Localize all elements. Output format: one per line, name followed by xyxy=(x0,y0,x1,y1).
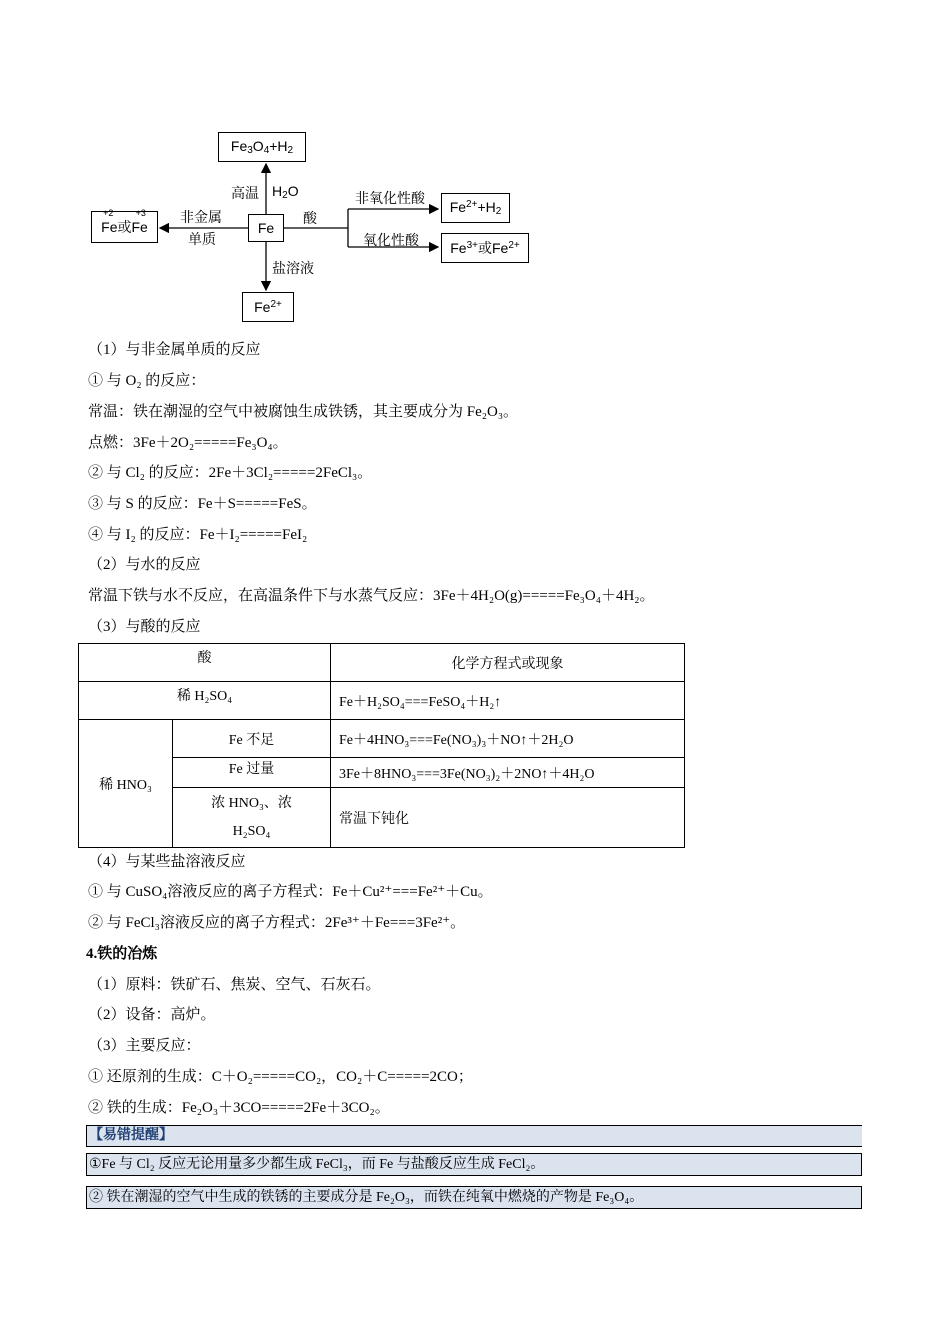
warning-title: 【易错提醒】 xyxy=(86,1125,862,1147)
text-main-reactions: （3）主要反应： xyxy=(88,1038,201,1054)
acid-reaction-table xyxy=(78,643,685,848)
cell-fe-buzu: Fe 不足 xyxy=(173,720,331,758)
section-iron-smelting: 4.铁的冶炼 xyxy=(86,946,158,962)
heading-nonmetal: （1）与非金属单质的反应 xyxy=(88,342,261,358)
table-header-row xyxy=(79,644,685,682)
text-ignite: 点燃：3Fe＋2O₂=====Fe₃O₄。 xyxy=(88,435,288,451)
cell-fe-buzu-eq: Fe＋4HNO₃===Fe(NO₃)₃＋NO↑＋2H₂O xyxy=(331,720,685,758)
table-row xyxy=(79,720,685,758)
text-s-reaction: ③ 与 S 的反应：Fe＋S=====FeS。 xyxy=(88,496,317,512)
ox-state-left: +2 xyxy=(103,208,114,218)
header-equation: 化学方程式或现象 xyxy=(331,644,685,682)
warning-item-1: ①Fe 与 Cl₂ 反应无论用量多少都生成 FeCl₃，而 Fe 与盐酸反应生成 FeCl₂。 xyxy=(86,1153,862,1176)
text-i2-reaction: ④ 与 I₂ 的反应：Fe＋I₂=====FeI₂ xyxy=(88,527,308,543)
warning-item-2: ② 铁在潮湿的空气中生成的铁锈的主要成分是 Fe₂O₃，而铁在纯氧中燃烧的产物是 Fe₃O₄。 xyxy=(86,1186,862,1209)
text-water-reaction: 常温下铁与水不反应，在高温条件下与水蒸气反应：3Fe＋4H₂O(g)=====Fe₃O₄＋4H₂。 xyxy=(88,588,655,604)
box-fe3-or-fe2: $Fe^{3+}$或$Fe^{2+}$ xyxy=(441,233,529,263)
box-fe2: $Fe^{2+}$ xyxy=(242,292,294,322)
table-row xyxy=(79,682,685,720)
text-iron-formation: ② 铁的生成：Fe₂O₃＋3CO=====2Fe＋3CO₂。 xyxy=(88,1100,390,1116)
ox-state-right: +3 xyxy=(135,208,146,218)
box-fe3o4-h2: $Fe_3O_4+H_2$ xyxy=(218,132,306,162)
heading-water: （2）与水的反应 xyxy=(88,557,201,573)
box-fe-valence-text: Fe或Fe xyxy=(101,219,148,235)
label-feijinshu: 非金属 xyxy=(180,211,222,226)
label-feiyanghua: 非氧化性酸 xyxy=(355,192,425,207)
box-fe-center: Fe xyxy=(248,214,284,242)
cell-fe-guoliang: Fe 过量 xyxy=(173,758,331,788)
box-fe-valence xyxy=(91,208,158,243)
cell-fe-guoliang-eq: 3Fe＋8HNO₃===3Fe(NO₃)₂＋2NO↑＋4H₂O xyxy=(331,758,685,788)
label-suan: 酸 xyxy=(303,212,317,227)
heading-acid: （3）与酸的反应 xyxy=(88,619,201,635)
text-raw-materials: （1）原料：铁矿石、焦炭、空气、石灰石。 xyxy=(88,977,381,993)
heading-salt: （4）与某些盐溶液反应 xyxy=(88,854,246,870)
text-fecl3-reaction: ② 与 FeCl₃溶液反应的离子方程式：2Fe³⁺＋Fe===3Fe²⁺。 xyxy=(88,915,466,931)
text-reducer-formation: ① 还原剂的生成：C＋O₂=====CO₂，CO₂＋C=====2CO； xyxy=(88,1069,473,1085)
header-acid: 酸 xyxy=(79,644,331,682)
text-o2-reaction: ① 与 O₂ 的反应： xyxy=(88,373,206,389)
text-cl2-reaction: ② 与 Cl₂ 的反应：2Fe＋3Cl₂=====2FeCl₃。 xyxy=(88,465,373,481)
text-equipment: （2）设备：高炉。 xyxy=(88,1007,216,1023)
cell-conc-passivation: 常温下钝化 xyxy=(331,788,685,848)
label-yanrongye: 盐溶液 xyxy=(272,262,314,277)
cell-conc-acids-line1: 浓 HNO₃、浓 xyxy=(211,795,292,811)
cell-conc-acids-line2: H₂SO₄ xyxy=(232,823,271,839)
cell-dilute-h2so4-eq: Fe＋H₂SO₄===FeSO₄＋H₂↑ xyxy=(331,682,685,720)
label-gaowen: 高温 xyxy=(231,187,259,202)
text-rust: 常温：铁在潮湿的空气中被腐蚀生成铁锈，其主要成分为 Fe₂O₃。 xyxy=(88,404,519,420)
box-fe2-h2: $Fe^{2+}+H_2$ xyxy=(441,193,510,223)
label-danzhi: 单质 xyxy=(188,233,216,248)
cell-dilute-hno3: 稀 HNO₃ xyxy=(79,720,173,848)
text-cuso4-reaction: ① 与 CuSO₄溶液反应的离子方程式：Fe＋Cu²⁺===Fe²⁺＋Cu。 xyxy=(88,884,493,900)
label-yanghua: 氧化性酸 xyxy=(363,234,419,249)
cell-dilute-h2so4: 稀 H₂SO₄ xyxy=(79,682,331,720)
label-h2o: $H_2O$ xyxy=(272,183,299,201)
diagram-arrows xyxy=(0,0,950,330)
cell-conc-acids xyxy=(173,788,331,848)
